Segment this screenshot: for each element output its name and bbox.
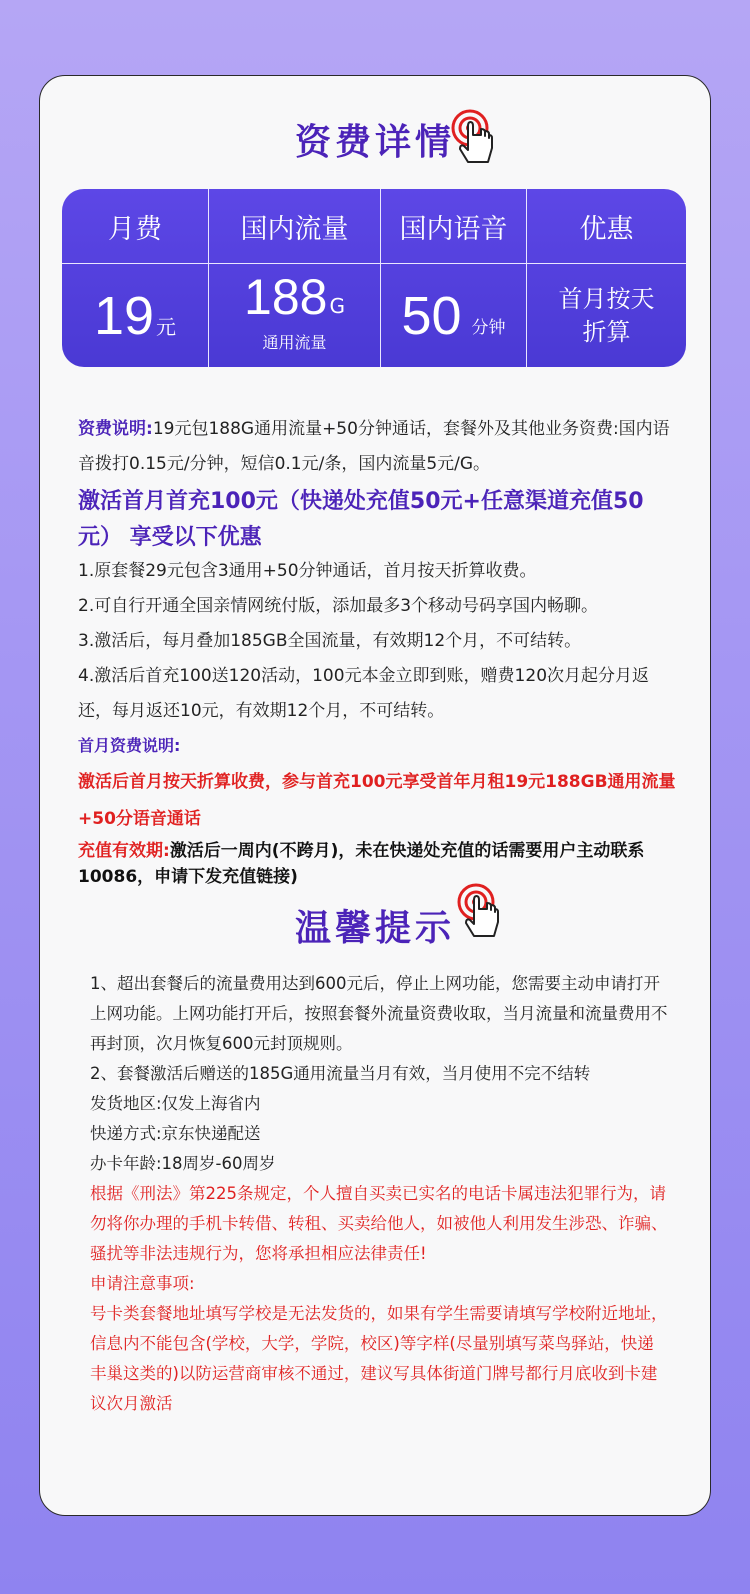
application-notes-label: 申请注意事项: [90, 1274, 195, 1293]
offer-title: 激活首月首充100元（快递处充值50元+任意渠道充值50元） 享受以下优惠 [78, 489, 644, 550]
first-month-label [78, 730, 678, 762]
validity-text: 激活后一周内(不跨月)，未在快递处充值的话需要用户主动联系10086，申请下发充值链接) [78, 841, 645, 887]
data-cell [208, 264, 380, 367]
benefit-item: 2.可自行开通全国亲情网统付版，添加最多3个移动号码享国内畅聊。 [78, 596, 599, 616]
fee-description-text: 19元包188G通用流量+50分钟通话，套餐外及其他业务资费:国内语音拨打0.15元/分钟，短信0.1元/条，国内流量5元/G。 [78, 419, 670, 474]
voice-value: 50 [401, 285, 462, 346]
header-monthly-fee: 月费 [108, 213, 162, 245]
first-month-text: 激活后首月按天折算收费，参与首充100元享受首年月租19元188GB通用流量+50分语音通话 [78, 772, 676, 829]
data-value: 188 [244, 269, 328, 325]
tip-item: 2、套餐激活后赠送的185G通用流量当月有效，当月使用不完不结转 [90, 1064, 591, 1083]
benefit-item: 4.激活后首充100送120活动，100元本金立即到账，赠费120次月起分月返还，每月返还10元，有效期12个月，不可结转。 [78, 666, 650, 721]
fee-description [78, 412, 678, 482]
fee-cell [62, 264, 208, 367]
fee-value: 19 [93, 285, 155, 346]
fee-description-label: 资费说明: [78, 419, 153, 439]
section-title-tips: 温馨提示 [294, 908, 455, 949]
discount-line1: 首月按天 [558, 284, 655, 313]
voice-cell [380, 264, 526, 367]
validity-label: 充值有效期: [78, 841, 170, 861]
header-discount: 优惠 [526, 189, 686, 263]
voice-unit: 分钟 [471, 318, 506, 338]
hand-pointer-icon [456, 882, 506, 944]
benefit-item: 3.激活后，每月叠加185GB全国流量，有效期12个月，不可结转。 [78, 631, 582, 651]
benefits-list [78, 554, 678, 729]
discount-cell [526, 264, 686, 367]
tip-item: 快递方式:京东快递配送 [90, 1124, 261, 1143]
fee-unit: 元 [156, 315, 177, 339]
header-domestic-data: 国内流量 [208, 189, 380, 263]
legal-warning: 根据《刑法》第225条规定，个人擅自买卖已实名的电话卡属违法犯罪行为，请勿将你办理的手机卡转借、转租、买卖给他人，如被他人利用发生涉恐、诈骗、骚扰等非法违规行为，您将承担相应法律责任! [90, 1184, 668, 1263]
discount-line2: 折算 [582, 317, 631, 346]
section-title-fees: 资费详情 [294, 122, 455, 163]
tips-list [90, 969, 670, 1419]
data-unit: G [329, 294, 345, 318]
tip-item: 办卡年龄:18周岁-60周岁 [90, 1154, 276, 1173]
tip-item: 1、超出套餐后的流量费用达到600元后，停止上网功能，您需要主动申请打开上网功能。上网功能打开后，按照套餐外流量资费收取，当月流量和流量费用不再封顶，次月恢复600元封顶规则。 [90, 974, 668, 1053]
data-subtitle: 通用流量 [262, 333, 327, 352]
first-month-label-text: 首月资费说明: [78, 736, 181, 755]
tip-item: 发货地区:仅发上海省内 [90, 1094, 261, 1113]
header-domestic-voice: 国内语音 [380, 189, 526, 263]
recharge-validity [78, 838, 678, 890]
price-table [62, 189, 686, 367]
benefit-item: 1.原套餐29元包含3通用+50分钟通话，首月按天折算收费。 [78, 561, 537, 581]
application-notes: 号卡类套餐地址填写学校是无法发货的，如果有学生需要请填写学校附近地址，信息内不能包含(学校，大学，学院，校区)等字样(尽量别填写菜鸟驿站，快递丰巢这类的)以防运营商审核不通过，建议写具体街道门牌号都行月底收到卡建议次月激活 [90, 1304, 668, 1413]
price-table-header [62, 189, 686, 263]
hand-pointer-icon [450, 108, 500, 170]
price-table-values [62, 263, 686, 367]
main-card [39, 75, 711, 1516]
